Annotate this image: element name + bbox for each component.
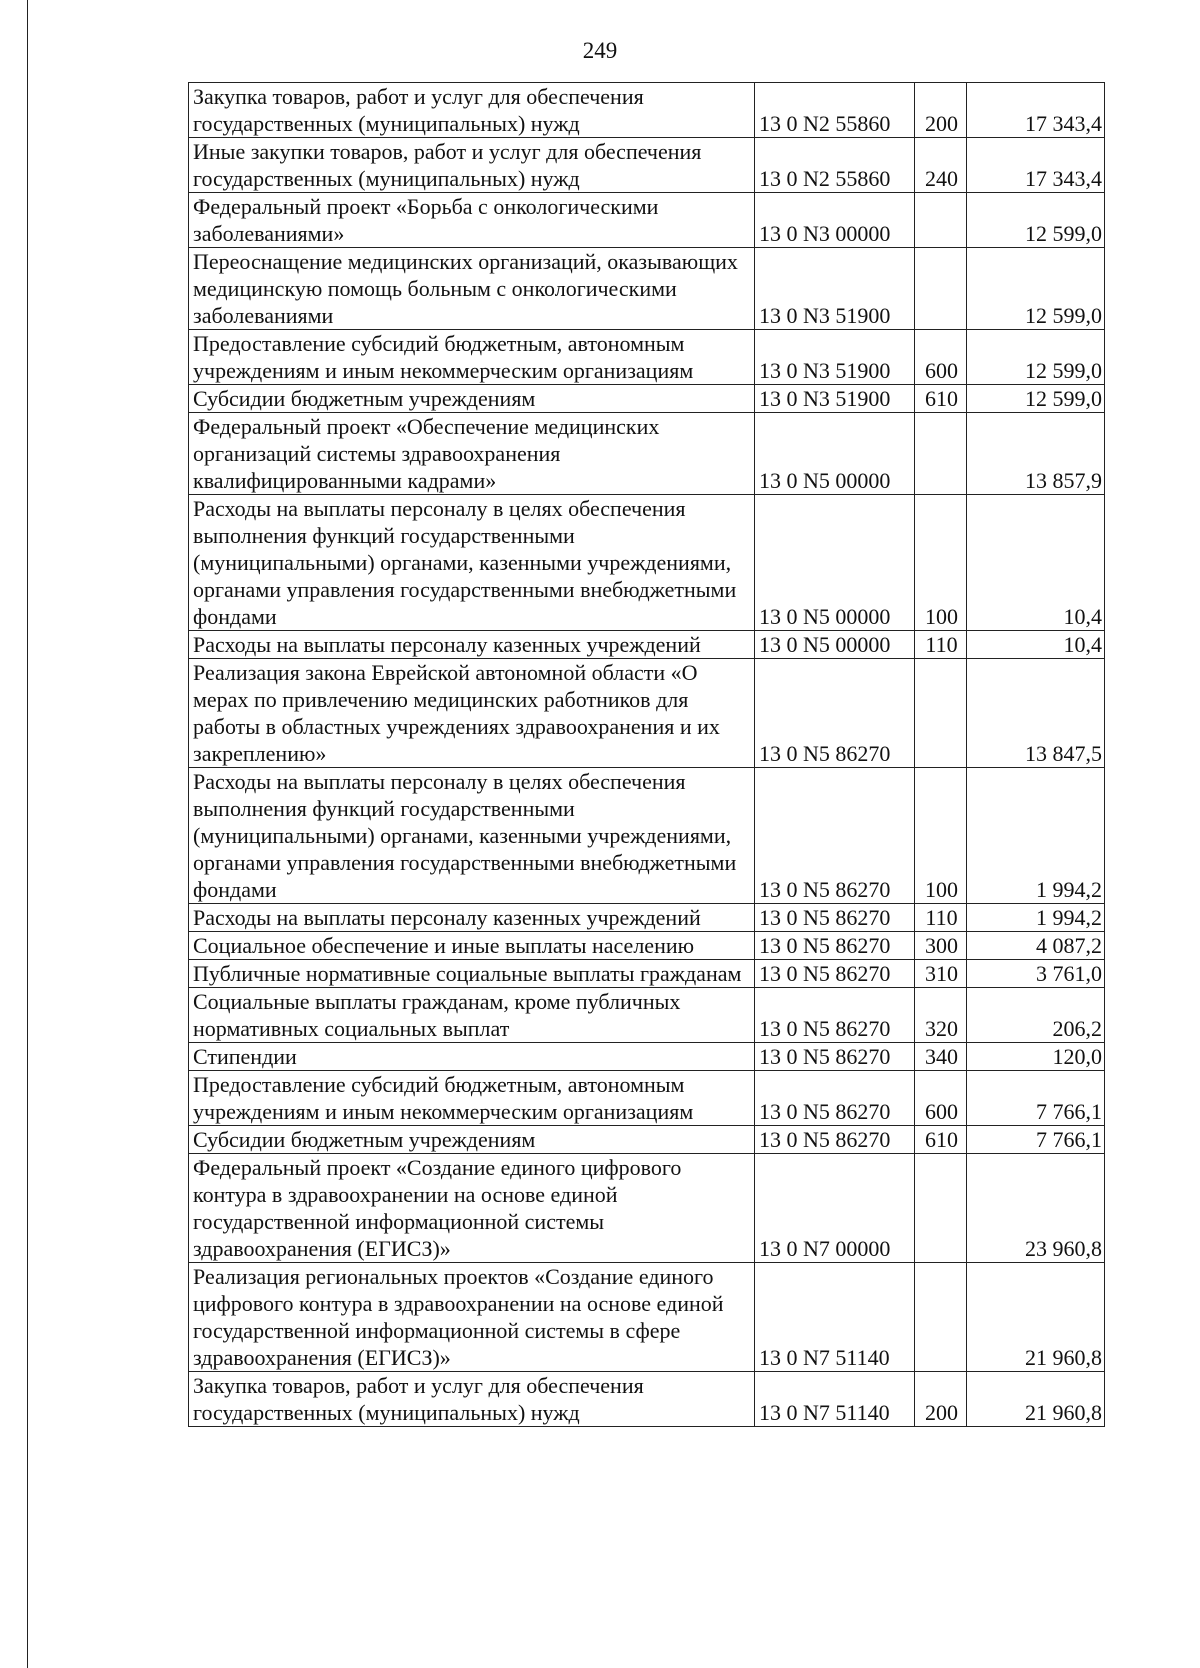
row-name-cell: Субсидии бюджетным учреждениям: [189, 385, 755, 413]
budget-table-body: [189, 83, 1105, 1427]
table-row: [189, 1372, 1105, 1427]
row-code-cell: 13 0 N3 51900: [755, 385, 915, 413]
table-row: [189, 248, 1105, 330]
row-expense-type-cell: 100: [915, 495, 967, 631]
row-name-cell: Субсидии бюджетным учреждениям: [189, 1126, 755, 1154]
row-name-cell: Стипендии: [189, 1043, 755, 1071]
table-row: [189, 495, 1105, 631]
row-expense-type-cell: 100: [915, 768, 967, 904]
table-row: [189, 193, 1105, 248]
row-name-cell: Федеральный проект «Борьба с онкологическими заболеваниями»: [189, 193, 755, 248]
row-name-cell: Федеральный проект «Обеспечение медицинских организаций системы здравоохранения квалифицированными кадрами»: [189, 413, 755, 495]
table-row: [189, 385, 1105, 413]
row-amount-cell: 12 599,0: [967, 248, 1105, 330]
row-code-cell: 13 0 N5 86270: [755, 768, 915, 904]
row-name-cell: Переоснащение медицинских организаций, оказывающих медицинскую помощь больным с онкологическими заболеваниями: [189, 248, 755, 330]
table-row: [189, 1263, 1105, 1372]
row-expense-type-cell: 600: [915, 330, 967, 385]
row-amount-cell: 21 960,8: [967, 1263, 1105, 1372]
row-code-cell: 13 0 N7 51140: [755, 1263, 915, 1372]
table-row: [189, 659, 1105, 768]
row-expense-type-cell: [915, 1154, 967, 1263]
row-name-cell: Расходы на выплаты персоналу казенных учреждений: [189, 631, 755, 659]
table-row: [189, 1154, 1105, 1263]
row-amount-cell: 120,0: [967, 1043, 1105, 1071]
row-code-cell: 13 0 N3 00000: [755, 193, 915, 248]
row-amount-cell: 17 343,4: [967, 83, 1105, 138]
row-code-cell: 13 0 N2 55860: [755, 83, 915, 138]
row-code-cell: 13 0 N5 00000: [755, 631, 915, 659]
row-name-cell: Предоставление субсидий бюджетным, автономным учреждениям и иным некоммерческим организациям: [189, 1071, 755, 1126]
row-expense-type-cell: 200: [915, 83, 967, 138]
row-code-cell: 13 0 N3 51900: [755, 248, 915, 330]
table-row: [189, 138, 1105, 193]
row-amount-cell: 10,4: [967, 631, 1105, 659]
row-amount-cell: 17 343,4: [967, 138, 1105, 193]
row-code-cell: 13 0 N5 86270: [755, 1043, 915, 1071]
row-name-cell: Реализация закона Еврейской автономной области «О мерах по привлечению медицинских работников для работы в областных учреждениях здравоохранения и их закреплению»: [189, 659, 755, 768]
row-name-cell: Расходы на выплаты персоналу казенных учреждений: [189, 904, 755, 932]
row-name-cell: Предоставление субсидий бюджетным, автономным учреждениям и иным некоммерческим организациям: [189, 330, 755, 385]
row-code-cell: 13 0 N7 00000: [755, 1154, 915, 1263]
table-row: [189, 1071, 1105, 1126]
row-amount-cell: 12 599,0: [967, 385, 1105, 413]
row-expense-type-cell: 610: [915, 1126, 967, 1154]
page-number: 249: [582, 38, 618, 63]
table-row: [189, 960, 1105, 988]
row-code-cell: 13 0 N3 51900: [755, 330, 915, 385]
budget-table: [188, 82, 1105, 1427]
table-row: [189, 1043, 1105, 1071]
row-expense-type-cell: 320: [915, 988, 967, 1043]
row-code-cell: 13 0 N5 00000: [755, 413, 915, 495]
row-expense-type-cell: 110: [915, 631, 967, 659]
row-name-cell: Расходы на выплаты персоналу в целях обеспечения выполнения функций государственными (муниципальными) органами, казенными учреждениями, органами управления государственными внебюджетными фондами: [189, 495, 755, 631]
table-row: [189, 904, 1105, 932]
row-amount-cell: 1 994,2: [967, 904, 1105, 932]
row-code-cell: 13 0 N5 86270: [755, 904, 915, 932]
row-expense-type-cell: [915, 248, 967, 330]
row-expense-type-cell: 310: [915, 960, 967, 988]
row-amount-cell: 1 994,2: [967, 768, 1105, 904]
row-amount-cell: 21 960,8: [967, 1372, 1105, 1427]
row-expense-type-cell: [915, 659, 967, 768]
row-name-cell: Иные закупки товаров, работ и услуг для обеспечения государственных (муниципальных) нужд: [189, 138, 755, 193]
row-expense-type-cell: [915, 193, 967, 248]
row-amount-cell: 12 599,0: [967, 193, 1105, 248]
table-row: [189, 83, 1105, 138]
row-name-cell: Закупка товаров, работ и услуг для обеспечения государственных (муниципальных) нужд: [189, 83, 755, 138]
table-row: [189, 988, 1105, 1043]
row-code-cell: 13 0 N5 86270: [755, 659, 915, 768]
row-amount-cell: 3 761,0: [967, 960, 1105, 988]
row-code-cell: 13 0 N2 55860: [755, 138, 915, 193]
row-expense-type-cell: 340: [915, 1043, 967, 1071]
row-expense-type-cell: 600: [915, 1071, 967, 1126]
row-code-cell: 13 0 N5 86270: [755, 1071, 915, 1126]
row-amount-cell: 4 087,2: [967, 932, 1105, 960]
row-expense-type-cell: 110: [915, 904, 967, 932]
row-amount-cell: 23 960,8: [967, 1154, 1105, 1263]
row-amount-cell: 13 857,9: [967, 413, 1105, 495]
row-name-cell: Расходы на выплаты персоналу в целях обеспечения выполнения функций государственными (муниципальными) органами, казенными учреждениями, органами управления государственными внебюджетными фондами: [189, 768, 755, 904]
table-row: [189, 330, 1105, 385]
row-amount-cell: 206,2: [967, 988, 1105, 1043]
row-code-cell: 13 0 N5 86270: [755, 960, 915, 988]
row-code-cell: 13 0 N5 86270: [755, 1126, 915, 1154]
row-amount-cell: 10,4: [967, 495, 1105, 631]
row-name-cell: Закупка товаров, работ и услуг для обеспечения государственных (муниципальных) нужд: [189, 1372, 755, 1427]
row-amount-cell: 13 847,5: [967, 659, 1105, 768]
row-name-cell: Реализация региональных проектов «Создание единого цифрового контура в здравоохранении на основе единой государственной информационной системы в сфере здравоохранения (ЕГИСЗ)»: [189, 1263, 755, 1372]
table-row: [189, 768, 1105, 904]
row-name-cell: Федеральный проект «Создание единого цифрового контура в здравоохранении на основе единой государственной информационной системы здравоохранения (ЕГИСЗ)»: [189, 1154, 755, 1263]
row-name-cell: Публичные нормативные социальные выплаты гражданам: [189, 960, 755, 988]
table-row: [189, 413, 1105, 495]
row-amount-cell: 7 766,1: [967, 1071, 1105, 1126]
row-amount-cell: 7 766,1: [967, 1126, 1105, 1154]
row-name-cell: Социальные выплаты гражданам, кроме публичных нормативных социальных выплат: [189, 988, 755, 1043]
row-expense-type-cell: 200: [915, 1372, 967, 1427]
row-code-cell: 13 0 N5 86270: [755, 932, 915, 960]
row-expense-type-cell: [915, 1263, 967, 1372]
row-expense-type-cell: 300: [915, 932, 967, 960]
table-row: [189, 932, 1105, 960]
row-expense-type-cell: 610: [915, 385, 967, 413]
row-name-cell: Социальное обеспечение и иные выплаты населению: [189, 932, 755, 960]
row-code-cell: 13 0 N5 86270: [755, 988, 915, 1043]
row-expense-type-cell: 240: [915, 138, 967, 193]
row-code-cell: 13 0 N7 51140: [755, 1372, 915, 1427]
row-amount-cell: 12 599,0: [967, 330, 1105, 385]
row-expense-type-cell: [915, 413, 967, 495]
left-margin-line: [27, 0, 28, 1668]
table-row: [189, 1126, 1105, 1154]
row-code-cell: 13 0 N5 00000: [755, 495, 915, 631]
table-row: [189, 631, 1105, 659]
